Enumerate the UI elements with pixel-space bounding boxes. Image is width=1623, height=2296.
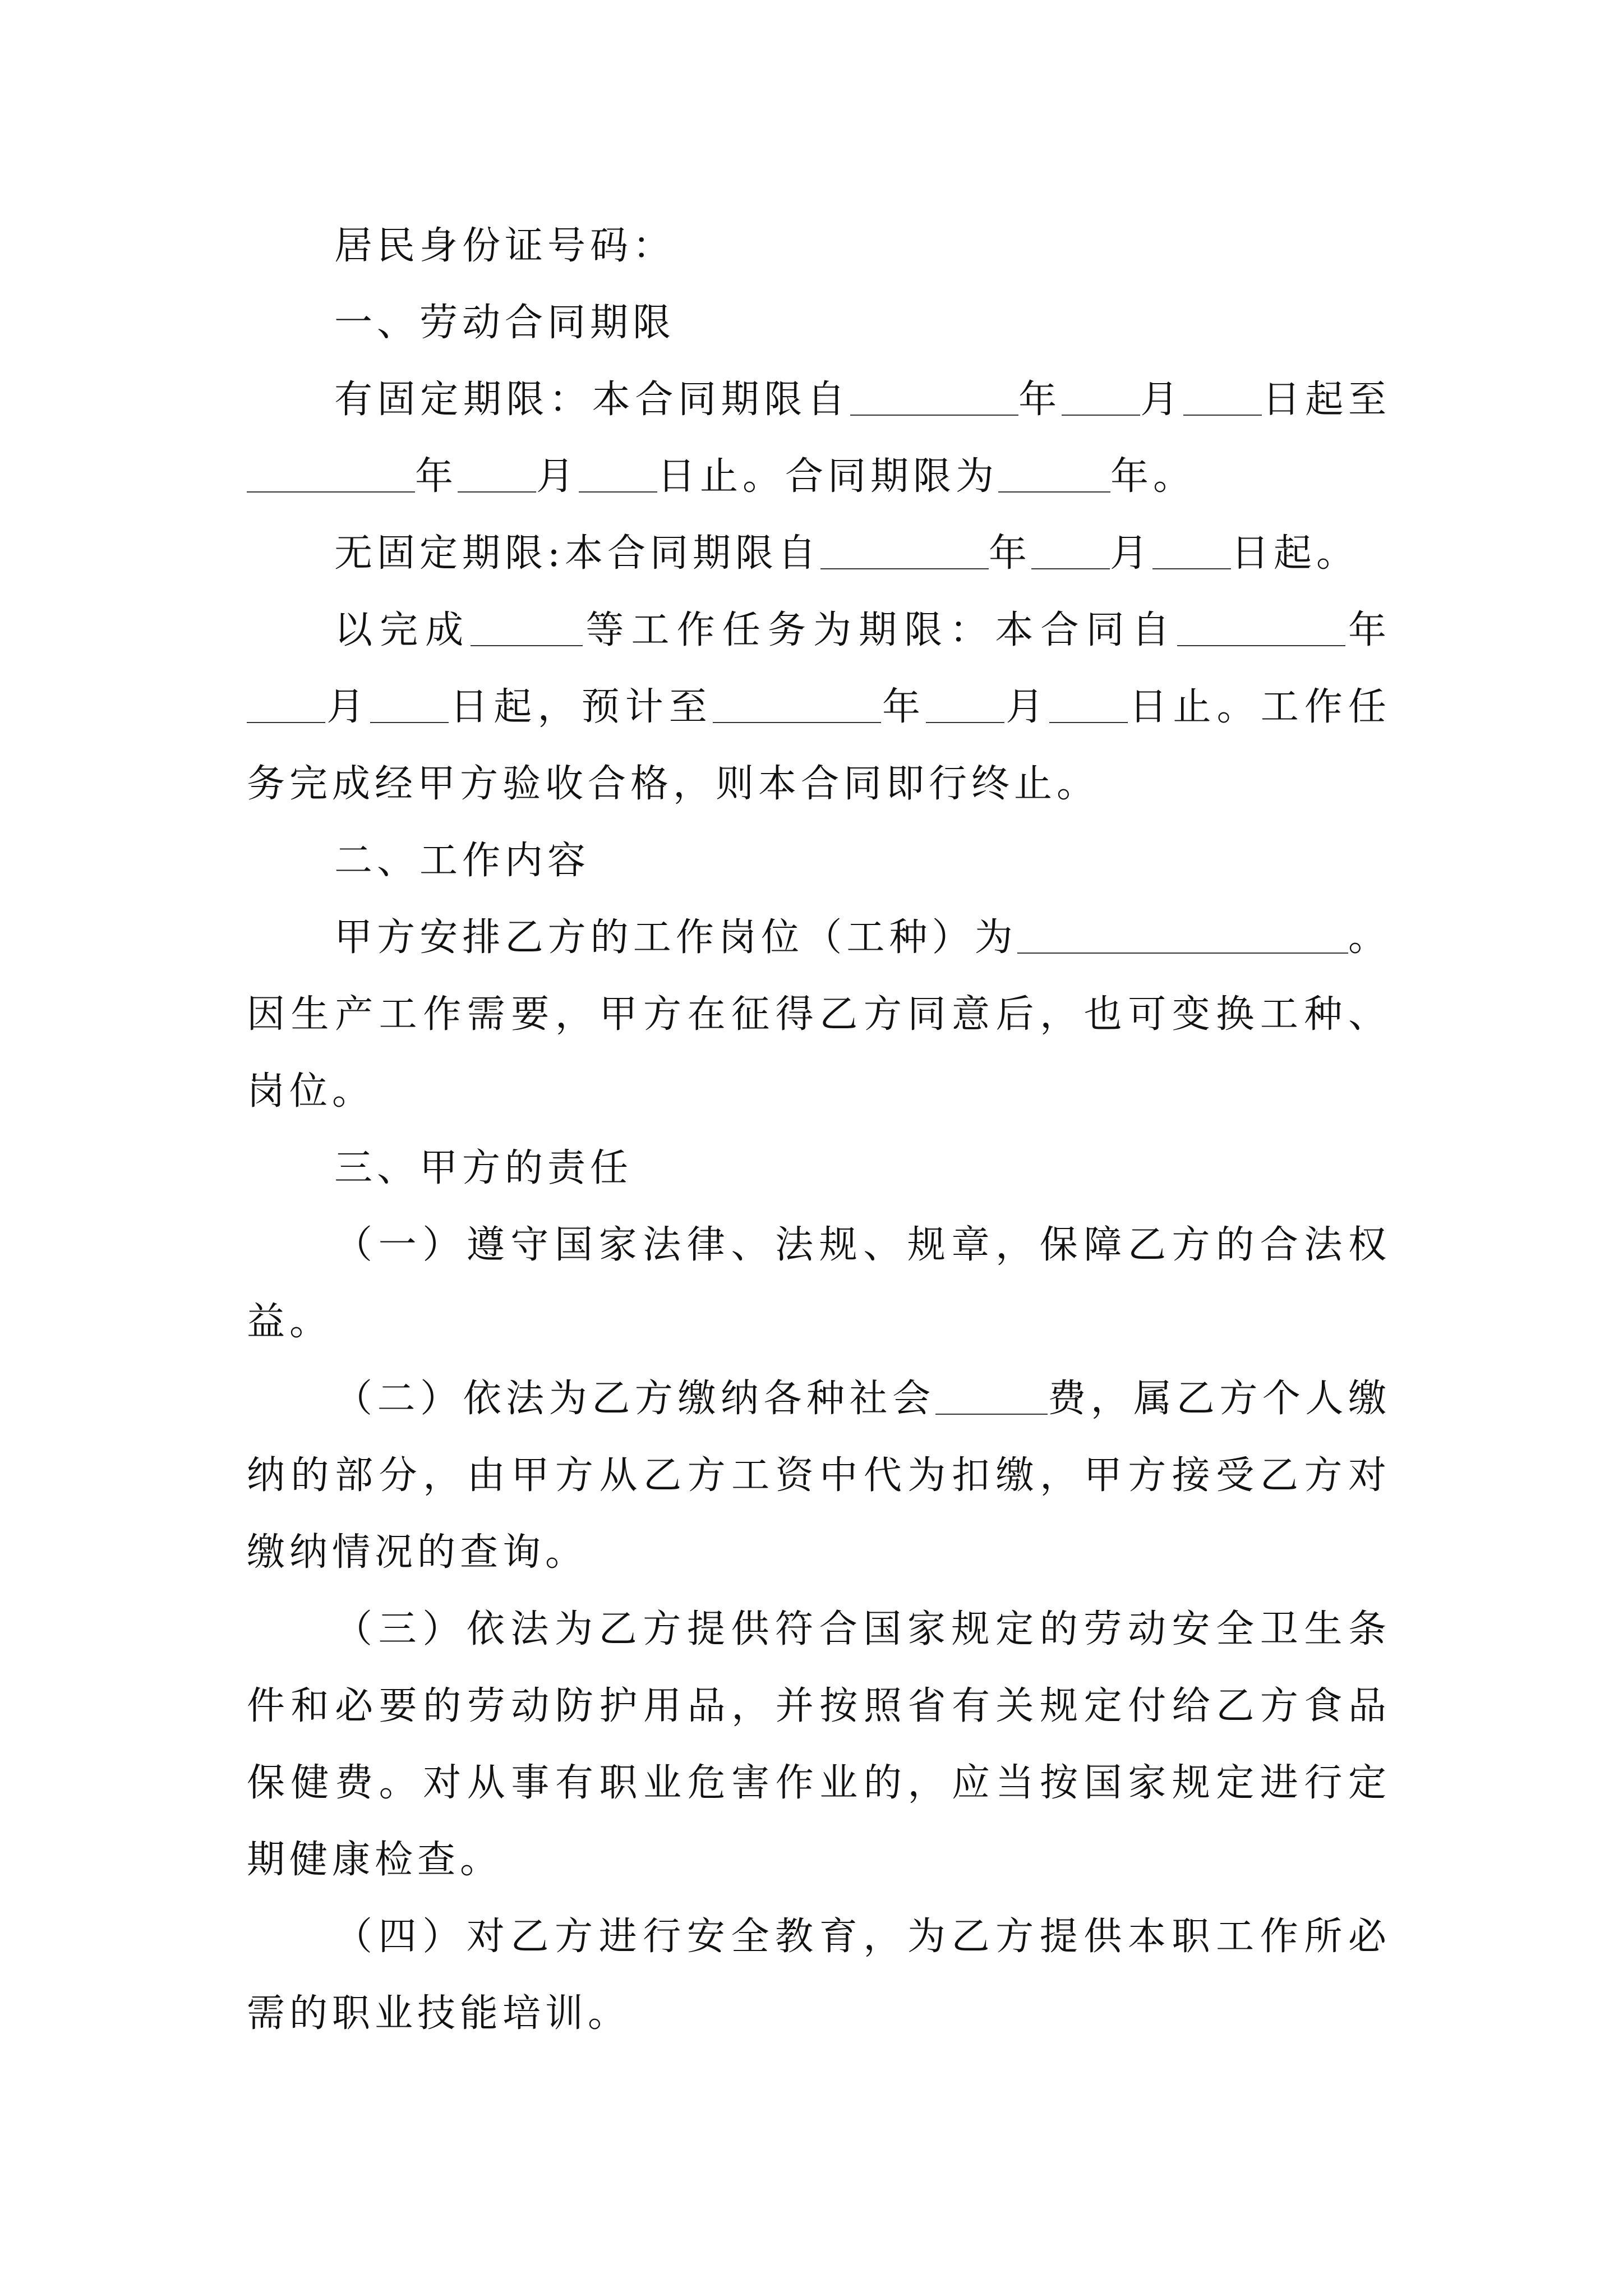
no-fixed-term-text: 本合同期限自: [564, 531, 820, 576]
fixed-term-years-blank: [998, 452, 1110, 493]
fixed-term-start-day-blank: [1183, 375, 1262, 416]
duty-4-text: （四）对乙方进行安全教育，为乙方提供本职工作所必需的职业技能培训。: [247, 1915, 1391, 2036]
no-fixed-term-day-blank: [1152, 529, 1231, 569]
section-1-title: [247, 284, 1391, 361]
task-term-year2-text: 年: [880, 685, 926, 729]
fixed-term-day-to-text: 日止。合同期限为: [657, 454, 999, 499]
id-number-line: [247, 208, 1391, 284]
fixed-term-clause: [247, 361, 1391, 515]
duty-2-suffix: 费，属乙方个人缴纳的部分，由甲方从乙方工资中代为扣缴，甲方接受乙方对缴纳情况的查询。: [247, 1377, 1391, 1575]
no-fixed-term-day-from-text: 日起。: [1230, 531, 1359, 576]
duty-1: [247, 1207, 1391, 1360]
fixed-term-to-text: 至: [1348, 378, 1391, 422]
no-fixed-term-year-text: 年: [988, 531, 1031, 576]
fixed-term-day-from-text: 日起: [1262, 378, 1348, 422]
work-content-clause: [247, 899, 1391, 1130]
duty-4: [247, 1898, 1391, 2052]
no-fixed-term-month-blank: [1031, 529, 1110, 569]
task-term-month2-text: 月: [1004, 685, 1050, 729]
task-term-end-year-blank: [713, 683, 881, 723]
fixed-term-years-end-text: 年。: [1110, 454, 1196, 499]
section-2-heading: 二、工作内容: [334, 839, 591, 883]
task-term-prefix: 以完成: [334, 608, 471, 652]
section-3-heading: 三、甲方的责任: [334, 1146, 633, 1190]
fixed-term-year2-text: 年: [415, 454, 458, 499]
task-term-day-to-text: 日止。工作任务完成经甲方验收合格，则本合同即行终止。: [247, 685, 1391, 806]
job-position-blank: [1017, 913, 1348, 954]
fixed-term-month2-text: 月: [536, 454, 579, 499]
task-term-end-month-blank: [926, 683, 1004, 723]
no-fixed-term-colon: :: [547, 531, 565, 576]
fixed-term-start-month-blank: [1062, 375, 1140, 416]
no-fixed-term-clause: [247, 515, 1391, 592]
no-fixed-term-month-text: 月: [1109, 531, 1152, 576]
duty-2-prefix: （二）依法为乙方缴纳各种社会: [334, 1377, 935, 1421]
task-term-month-text: 月: [325, 685, 371, 729]
fixed-term-year-text: 年: [1018, 378, 1062, 422]
id-number-label: 居民身份证号码：: [334, 224, 676, 268]
task-term-mid: 等工作任务为期限：本合同自: [583, 608, 1177, 652]
duty-2: [247, 1360, 1391, 1591]
task-term-start-month-blank: [247, 683, 325, 723]
task-term-day-from-text: 日起，预计至: [449, 685, 713, 729]
fixed-term-end-month-blank: [458, 452, 536, 493]
section-2-title: [247, 822, 1391, 899]
task-term-year-text: 年: [1345, 608, 1391, 652]
no-fixed-term-label: 无固定期限: [334, 531, 548, 576]
task-name-blank: [471, 606, 583, 646]
fixed-term-end-year-blank: [247, 452, 415, 493]
fixed-term-end-day-blank: [579, 452, 657, 493]
task-term-clause: [247, 592, 1391, 822]
duty-3: [247, 1591, 1391, 1898]
task-term-start-year-blank: [1177, 606, 1345, 646]
no-fixed-term-year-blank: [820, 529, 989, 569]
task-term-end-day-blank: [1049, 683, 1128, 723]
fixed-term-start-year-blank: [850, 375, 1018, 416]
work-content-prefix: 甲方安排乙方的工作岗位（工种）为: [334, 915, 1017, 960]
section-1-heading: 一、劳动合同期限: [334, 301, 676, 345]
social-insurance-blank: [935, 1374, 1048, 1415]
fixed-term-label: 有固定期限：本合同期限自: [334, 378, 850, 422]
task-term-start-day-blank: [370, 683, 449, 723]
duty-3-text: （三）依法为乙方提供符合国家规定的劳动安全卫生条件和必要的劳动防护用品，并按照省有关规定付给乙方食品保健费。对从事有职业危害作业的，应当按国家规定进行定期健康检查。: [247, 1607, 1391, 1882]
contract-body: [247, 208, 1391, 2052]
duty-1-text: （一）遵守国家法律、法规、规章，保障乙方的合法权益。: [247, 1223, 1391, 1344]
work-content-suffix: 。因生产工作需要，甲方在征得乙方同意后，也可变换工种、岗位。: [247, 915, 1391, 1114]
fixed-term-month-text: 月: [1140, 378, 1184, 422]
section-3-title: [247, 1130, 1391, 1207]
